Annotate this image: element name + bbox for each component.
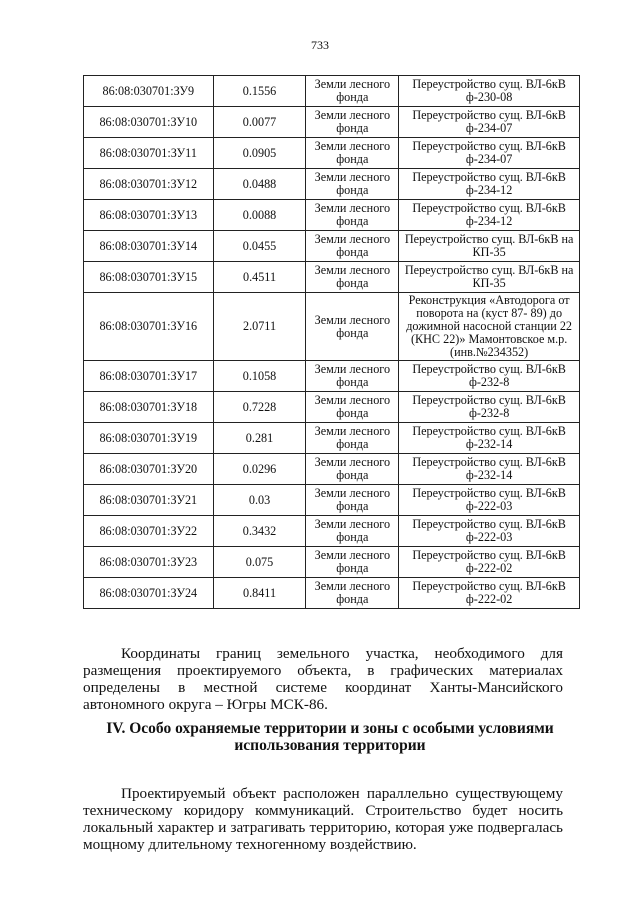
land-category-cell: Земли лесного фонда (306, 423, 399, 454)
land-category-cell: Земли лесного фонда (306, 578, 399, 609)
plot-id-cell: 86:08:030701:ЗУ21 (84, 485, 214, 516)
table-row (84, 454, 580, 485)
table-row (84, 169, 580, 200)
land-category-cell: Земли лесного фонда (306, 169, 399, 200)
table-row (84, 262, 580, 293)
purpose-cell: Реконструкция «Автодорога от поворота на (куст 87- 89) до дожимной насосной станции 22 (КНС 22)» Мамонтовское м.р. (инв.№234352) (399, 293, 580, 361)
plot-id-cell: 86:08:030701:ЗУ24 (84, 578, 214, 609)
table-row (84, 578, 580, 609)
table-row (84, 392, 580, 423)
purpose-cell: Переустройство сущ. ВЛ-6кВ ф-222-02 (399, 578, 580, 609)
plot-area-cell: 0.281 (213, 423, 306, 454)
land-category-cell: Земли лесного фонда (306, 262, 399, 293)
plot-area-cell: 0.1058 (213, 361, 306, 392)
purpose-cell: Переустройство сущ. ВЛ-6кВ ф-232-8 (399, 392, 580, 423)
section-heading: IV. Особо охраняемые территории и зоны с особыми условиями использования территории (106, 720, 554, 754)
table-row (84, 107, 580, 138)
purpose-cell: Переустройство сущ. ВЛ-6кВ ф-234-12 (399, 200, 580, 231)
plot-area-cell: 0.3432 (213, 516, 306, 547)
plot-id-cell: 86:08:030701:ЗУ11 (84, 138, 214, 169)
table-row (84, 138, 580, 169)
plot-id-cell: 86:08:030701:ЗУ15 (84, 262, 214, 293)
table-row (84, 76, 580, 107)
plot-area-cell: 0.0488 (213, 169, 306, 200)
plot-area-cell: 0.7228 (213, 392, 306, 423)
table-row (84, 293, 580, 361)
plot-area-cell: 0.0088 (213, 200, 306, 231)
plot-area-cell: 2.0711 (213, 293, 306, 361)
table-row (84, 423, 580, 454)
purpose-cell: Переустройство сущ. ВЛ-6кВ на КП-35 (399, 231, 580, 262)
plot-id-cell: 86:08:030701:ЗУ18 (84, 392, 214, 423)
table-row (84, 485, 580, 516)
plot-area-cell: 0.8411 (213, 578, 306, 609)
plot-id-cell: 86:08:030701:ЗУ13 (84, 200, 214, 231)
plot-id-cell: 86:08:030701:ЗУ22 (84, 516, 214, 547)
land-category-cell: Земли лесного фонда (306, 392, 399, 423)
purpose-cell: Переустройство сущ. ВЛ-6кВ на КП-35 (399, 262, 580, 293)
plot-area-cell: 0.0905 (213, 138, 306, 169)
plot-id-cell: 86:08:030701:ЗУ16 (84, 293, 214, 361)
table-row (84, 547, 580, 578)
purpose-cell: Переустройство сущ. ВЛ-6кВ ф-234-12 (399, 169, 580, 200)
coordinates-paragraph: Координаты границ земельного участка, необходимого для размещения проектируемого объекта, в графических материалах определены в местной системе координат Ханты-Мансийского автономного округа – Югры МСК-86. (83, 645, 563, 714)
table-row (84, 516, 580, 547)
land-category-cell: Земли лесного фонда (306, 231, 399, 262)
plot-area-cell: 0.03 (213, 485, 306, 516)
plot-id-cell: 86:08:030701:ЗУ10 (84, 107, 214, 138)
land-category-cell: Земли лесного фонда (306, 516, 399, 547)
land-plots-table-body (84, 76, 580, 609)
land-category-cell: Земли лесного фонда (306, 138, 399, 169)
purpose-cell: Переустройство сущ. ВЛ-6кВ ф-222-02 (399, 547, 580, 578)
project-location-paragraph: Проектируемый объект расположен параллельно существующему техническому коридору коммуникаций. Строительство будет носить локальный характер и затрагивать территорию, которая уже подвергалась мощному длительному техногенному воздействию. (83, 785, 563, 854)
plot-id-cell: 86:08:030701:ЗУ20 (84, 454, 214, 485)
plot-area-cell: 0.1556 (213, 76, 306, 107)
purpose-cell: Переустройство сущ. ВЛ-6кВ ф-232-8 (399, 361, 580, 392)
table-row (84, 200, 580, 231)
plot-id-cell: 86:08:030701:ЗУ14 (84, 231, 214, 262)
land-category-cell: Земли лесного фонда (306, 454, 399, 485)
plot-id-cell: 86:08:030701:ЗУ23 (84, 547, 214, 578)
land-category-cell: Земли лесного фонда (306, 485, 399, 516)
plot-id-cell: 86:08:030701:ЗУ12 (84, 169, 214, 200)
land-plots-table (83, 75, 580, 609)
purpose-cell: Переустройство сущ. ВЛ-6кВ ф-234-07 (399, 107, 580, 138)
purpose-cell: Переустройство сущ. ВЛ-6кВ ф-222-03 (399, 485, 580, 516)
plot-id-cell: 86:08:030701:ЗУ17 (84, 361, 214, 392)
purpose-cell: Переустройство сущ. ВЛ-6кВ ф-222-03 (399, 516, 580, 547)
purpose-cell: Переустройство сущ. ВЛ-6кВ ф-230-08 (399, 76, 580, 107)
land-category-cell: Земли лесного фонда (306, 200, 399, 231)
land-category-cell: Земли лесного фонда (306, 293, 399, 361)
table-row (84, 231, 580, 262)
purpose-cell: Переустройство сущ. ВЛ-6кВ ф-232-14 (399, 454, 580, 485)
land-category-cell: Земли лесного фонда (306, 547, 399, 578)
land-category-cell: Земли лесного фонда (306, 107, 399, 138)
page-number: 733 (311, 38, 329, 52)
purpose-cell: Переустройство сущ. ВЛ-6кВ ф-232-14 (399, 423, 580, 454)
plot-area-cell: 0.075 (213, 547, 306, 578)
plot-area-cell: 0.4511 (213, 262, 306, 293)
plot-id-cell: 86:08:030701:ЗУ9 (84, 76, 214, 107)
table-row (84, 361, 580, 392)
plot-id-cell: 86:08:030701:ЗУ19 (84, 423, 214, 454)
plot-area-cell: 0.0296 (213, 454, 306, 485)
purpose-cell: Переустройство сущ. ВЛ-6кВ ф-234-07 (399, 138, 580, 169)
land-category-cell: Земли лесного фонда (306, 76, 399, 107)
plot-area-cell: 0.0077 (213, 107, 306, 138)
plot-area-cell: 0.0455 (213, 231, 306, 262)
land-category-cell: Земли лесного фонда (306, 361, 399, 392)
